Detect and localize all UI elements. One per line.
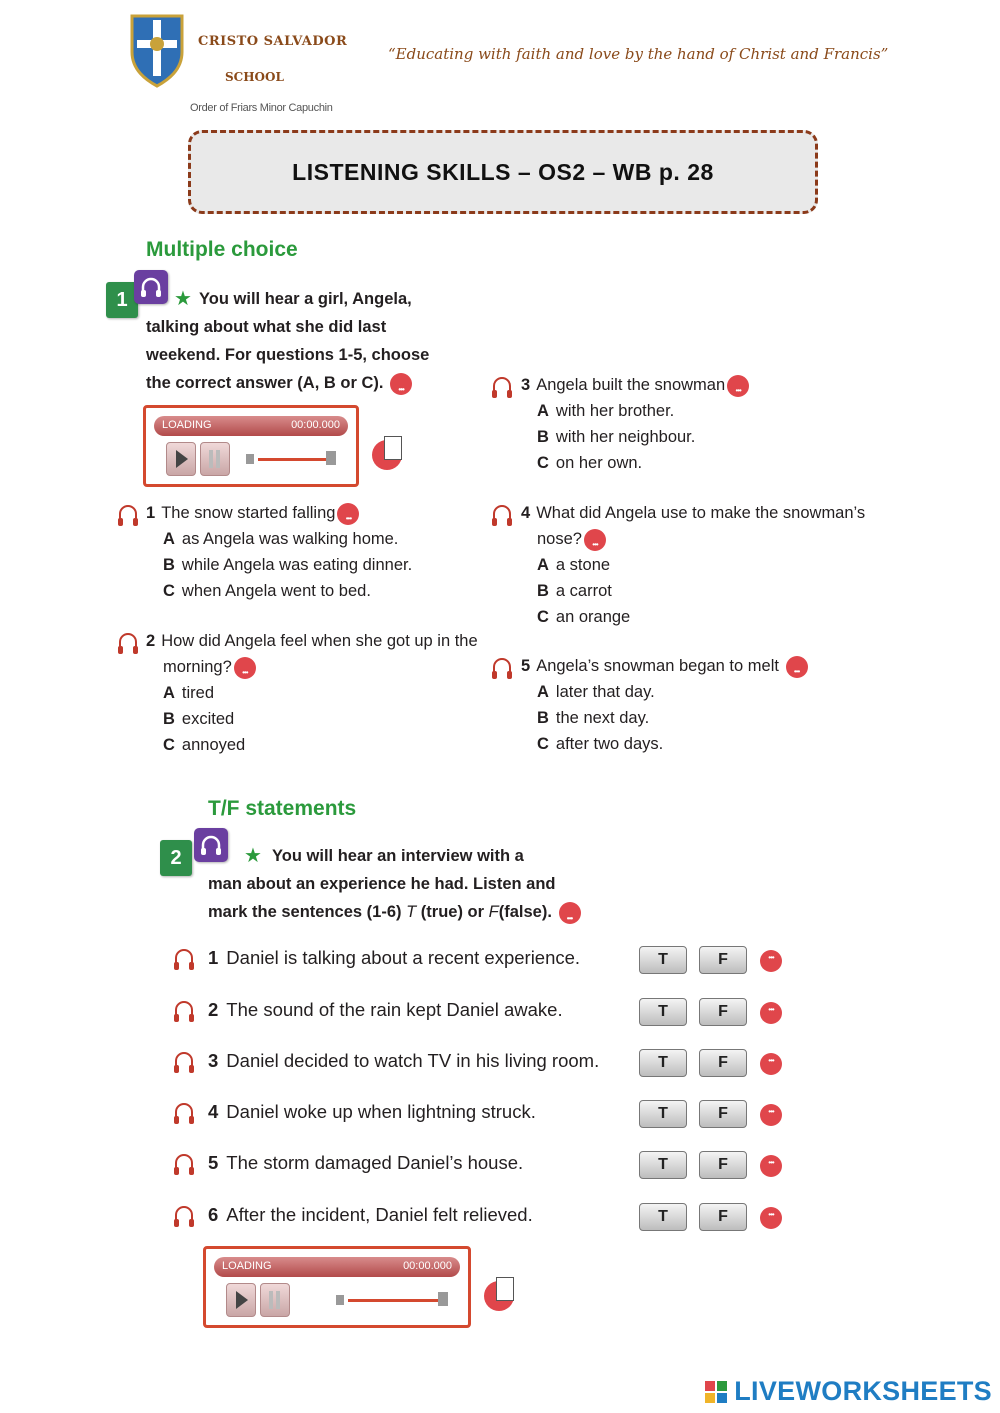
option-letter: A xyxy=(537,556,549,574)
instructions-line xyxy=(146,369,446,397)
option-b[interactable] xyxy=(537,424,695,450)
answer-dots-icon[interactable] xyxy=(760,1155,782,1177)
instructions-1 xyxy=(146,285,446,397)
instructions-text: F xyxy=(488,903,499,921)
star-icon: ★ xyxy=(174,288,192,310)
page-title: LISTENING SKILLS – OS2 – WB p. 28 xyxy=(292,158,714,185)
question-text-cont xyxy=(163,654,256,680)
false-button[interactable]: F xyxy=(699,1151,747,1179)
answer-dots-icon[interactable] xyxy=(760,1104,782,1126)
player-status: LOADING xyxy=(222,1260,272,1272)
option-text: excited xyxy=(181,710,235,728)
false-button[interactable]: F xyxy=(699,1100,747,1128)
statement-number: 2 xyxy=(208,999,219,1020)
instructions-line: You will hear an interview with a xyxy=(272,847,524,865)
question-line: nose? xyxy=(537,530,582,548)
school-crest-logo xyxy=(128,12,186,88)
answer-dots-icon[interactable] xyxy=(584,529,606,551)
statement-text xyxy=(208,947,580,969)
option-letter: C xyxy=(537,608,549,626)
headphones-icon xyxy=(172,946,196,972)
headphones-icon xyxy=(116,502,140,528)
question-number: 1 xyxy=(146,504,156,522)
statement-number: 6 xyxy=(208,1204,219,1225)
option-letter: B xyxy=(537,428,549,446)
option-letter: C xyxy=(537,454,549,472)
instructions-line: talking about what she did last xyxy=(146,318,387,336)
volume-low-icon xyxy=(246,454,254,464)
instructions-text: T xyxy=(406,903,417,921)
headphones-icon xyxy=(172,1203,196,1229)
question-number: 4 xyxy=(521,504,531,522)
option-c[interactable] xyxy=(537,450,642,476)
school-subtitle: SCHOOL xyxy=(225,70,284,84)
question-number: 2 xyxy=(146,632,156,650)
statement-text xyxy=(208,999,563,1021)
section-heading-tf: T/F statements xyxy=(208,797,357,820)
question-line: What did Angela use to make the snowman’s xyxy=(536,504,866,522)
volume-low-icon xyxy=(336,1295,344,1305)
statement-text xyxy=(208,1050,599,1072)
option-c[interactable] xyxy=(537,604,630,630)
audio-player-1 xyxy=(143,405,359,487)
option-text: an orange xyxy=(555,608,631,626)
true-button[interactable]: T xyxy=(639,946,687,974)
volume-high-icon xyxy=(326,451,336,465)
option-text: the next day. xyxy=(555,709,650,727)
option-text: tired xyxy=(181,684,215,702)
option-c[interactable] xyxy=(537,731,663,757)
star-icon: ★ xyxy=(244,845,262,867)
option-text: later that day. xyxy=(555,683,655,701)
question-text xyxy=(521,500,865,526)
tf-statement-4 xyxy=(172,1100,792,1130)
player-time: 00:00.000 xyxy=(403,1260,452,1272)
question-line: Angela’s snowman began to melt xyxy=(536,657,779,675)
statement-number: 5 xyxy=(208,1152,219,1173)
tf-statement-3 xyxy=(172,1049,792,1079)
volume-slider[interactable] xyxy=(258,458,330,461)
statement-line: Daniel decided to watch TV in his living room. xyxy=(226,1050,600,1071)
tf-statement-5 xyxy=(172,1151,792,1181)
answer-dots-icon[interactable] xyxy=(337,503,359,525)
option-text: a carrot xyxy=(555,582,612,600)
headphones-icon xyxy=(490,502,514,528)
true-button[interactable]: T xyxy=(639,1203,687,1231)
volume-slider[interactable] xyxy=(348,1299,442,1302)
headphones-icon xyxy=(172,1100,196,1126)
headphones-icon xyxy=(172,998,196,1024)
answer-dots-icon[interactable] xyxy=(786,656,808,678)
option-text: with her brother. xyxy=(555,402,675,420)
instructions-line: man about an experience he had. Listen and xyxy=(208,875,556,893)
false-button[interactable]: F xyxy=(699,1203,747,1231)
option-a[interactable] xyxy=(537,398,674,424)
option-letter: B xyxy=(537,582,549,600)
title-box xyxy=(188,130,818,214)
option-b[interactable] xyxy=(537,705,649,731)
instructions-line xyxy=(208,898,638,926)
question-text xyxy=(521,372,749,398)
true-button[interactable]: T xyxy=(639,998,687,1026)
exercise-number: 1 xyxy=(106,282,138,318)
option-b[interactable] xyxy=(163,706,234,732)
tf-statement-1 xyxy=(172,946,792,976)
order-text: Order of Friars Minor Capuchin xyxy=(190,102,333,114)
question-line: morning? xyxy=(163,658,232,676)
option-letter: A xyxy=(537,683,549,701)
answer-dots-icon[interactable] xyxy=(727,375,749,397)
headphones-icon xyxy=(490,374,514,400)
statement-text xyxy=(208,1204,533,1226)
answer-dots-icon[interactable] xyxy=(234,657,256,679)
option-a[interactable] xyxy=(537,679,655,705)
audio-player-2 xyxy=(203,1246,471,1328)
instructions-line: You will hear a girl, Angela, xyxy=(199,290,412,308)
question-text-cont xyxy=(537,526,606,552)
question-line: The snow started falling xyxy=(161,504,336,522)
option-letter: A xyxy=(537,402,549,420)
statement-line: The storm damaged Daniel’s house. xyxy=(226,1152,524,1173)
question-number: 3 xyxy=(521,376,531,394)
answer-dots-icon[interactable] xyxy=(559,902,581,924)
tf-statement-2 xyxy=(172,998,792,1028)
option-letter: A xyxy=(163,684,175,702)
exercise-number: 2 xyxy=(160,840,192,876)
answer-dots-icon[interactable] xyxy=(760,950,782,972)
answer-dots-icon[interactable] xyxy=(760,1053,782,1075)
option-a[interactable] xyxy=(537,552,610,578)
option-letter: B xyxy=(163,556,175,574)
question-text xyxy=(146,500,359,526)
play-button[interactable] xyxy=(166,442,196,476)
transcript-document-icon[interactable] xyxy=(484,1281,514,1311)
player-status: LOADING xyxy=(162,419,212,431)
false-button[interactable]: F xyxy=(699,1049,747,1077)
question-line: How did Angela feel when she got up in the xyxy=(161,632,478,650)
statement-number: 3 xyxy=(208,1050,219,1071)
answer-dots-icon[interactable] xyxy=(390,373,412,395)
option-c[interactable] xyxy=(163,578,371,604)
pause-button[interactable] xyxy=(200,442,230,476)
option-text: when Angela went to bed. xyxy=(181,582,371,600)
question-number: 5 xyxy=(521,657,531,675)
option-letter: C xyxy=(537,735,549,753)
option-a[interactable] xyxy=(163,680,214,706)
option-text: after two days. xyxy=(555,735,664,753)
option-b[interactable] xyxy=(537,578,612,604)
option-letter: B xyxy=(537,709,549,727)
school-motto: “Educating with faith and love by the hand of Christ and Francis” xyxy=(388,45,889,63)
statement-line: The sound of the rain kept Daniel awake. xyxy=(226,999,563,1020)
option-text: as Angela was walking home. xyxy=(181,530,399,548)
question-line: Angela built the snowman xyxy=(536,376,726,394)
false-button[interactable]: F xyxy=(699,998,747,1026)
statement-line: Daniel woke up when lightning struck. xyxy=(226,1101,536,1122)
option-letter: A xyxy=(163,530,175,548)
headphones-icon xyxy=(490,655,514,681)
headphones-icon xyxy=(172,1151,196,1177)
liveworksheets-logo-icon xyxy=(704,1380,728,1404)
volume-high-icon xyxy=(438,1292,448,1306)
option-letter: B xyxy=(163,710,175,728)
headphones-icon xyxy=(116,630,140,656)
question-text xyxy=(146,628,478,654)
statement-line: After the incident, Daniel felt relieved. xyxy=(226,1204,533,1225)
school-name: CRISTO SALVADOR xyxy=(198,34,348,49)
instructions-text: (false). xyxy=(498,903,552,921)
option-letter: C xyxy=(163,582,175,600)
option-a[interactable] xyxy=(163,526,398,552)
statement-text xyxy=(208,1152,523,1174)
false-button[interactable]: F xyxy=(699,946,747,974)
option-b[interactable] xyxy=(163,552,412,578)
option-text: annoyed xyxy=(181,736,246,754)
true-button[interactable]: T xyxy=(639,1100,687,1128)
statement-number: 4 xyxy=(208,1101,219,1122)
headphones-icon xyxy=(172,1049,196,1075)
question-text xyxy=(521,653,808,679)
option-text: on her own. xyxy=(555,454,643,472)
true-button[interactable]: T xyxy=(639,1151,687,1179)
section-heading-multiple-choice: Multiple choice xyxy=(146,238,298,261)
tf-statement-6 xyxy=(172,1203,792,1233)
option-c[interactable] xyxy=(163,732,245,758)
instructions-line: weekend. For questions 1-5, choose xyxy=(146,346,430,364)
instructions-2 xyxy=(208,842,638,926)
player-time: 00:00.000 xyxy=(291,419,340,431)
answer-dots-icon[interactable] xyxy=(760,1002,782,1024)
instructions-text: (true) or xyxy=(420,903,485,921)
option-text: with her neighbour. xyxy=(555,428,696,446)
option-text: a stone xyxy=(555,556,611,574)
true-button[interactable]: T xyxy=(639,1049,687,1077)
option-letter: C xyxy=(163,736,175,754)
statement-number: 1 xyxy=(208,947,219,968)
answer-dots-icon[interactable] xyxy=(760,1207,782,1229)
liveworksheets-brand: LIVEWORKSHEETS xyxy=(734,1376,992,1406)
transcript-document-icon[interactable] xyxy=(372,440,402,470)
pause-button[interactable] xyxy=(260,1283,290,1317)
statement-line: Daniel is talking about a recent experience. xyxy=(226,947,581,968)
instructions-text: mark the sentences (1-6) xyxy=(208,903,402,921)
instructions-text: the correct answer (A, B or C). xyxy=(146,374,384,392)
option-text: while Angela was eating dinner. xyxy=(181,556,413,574)
play-button[interactable] xyxy=(226,1283,256,1317)
statement-text xyxy=(208,1101,536,1123)
